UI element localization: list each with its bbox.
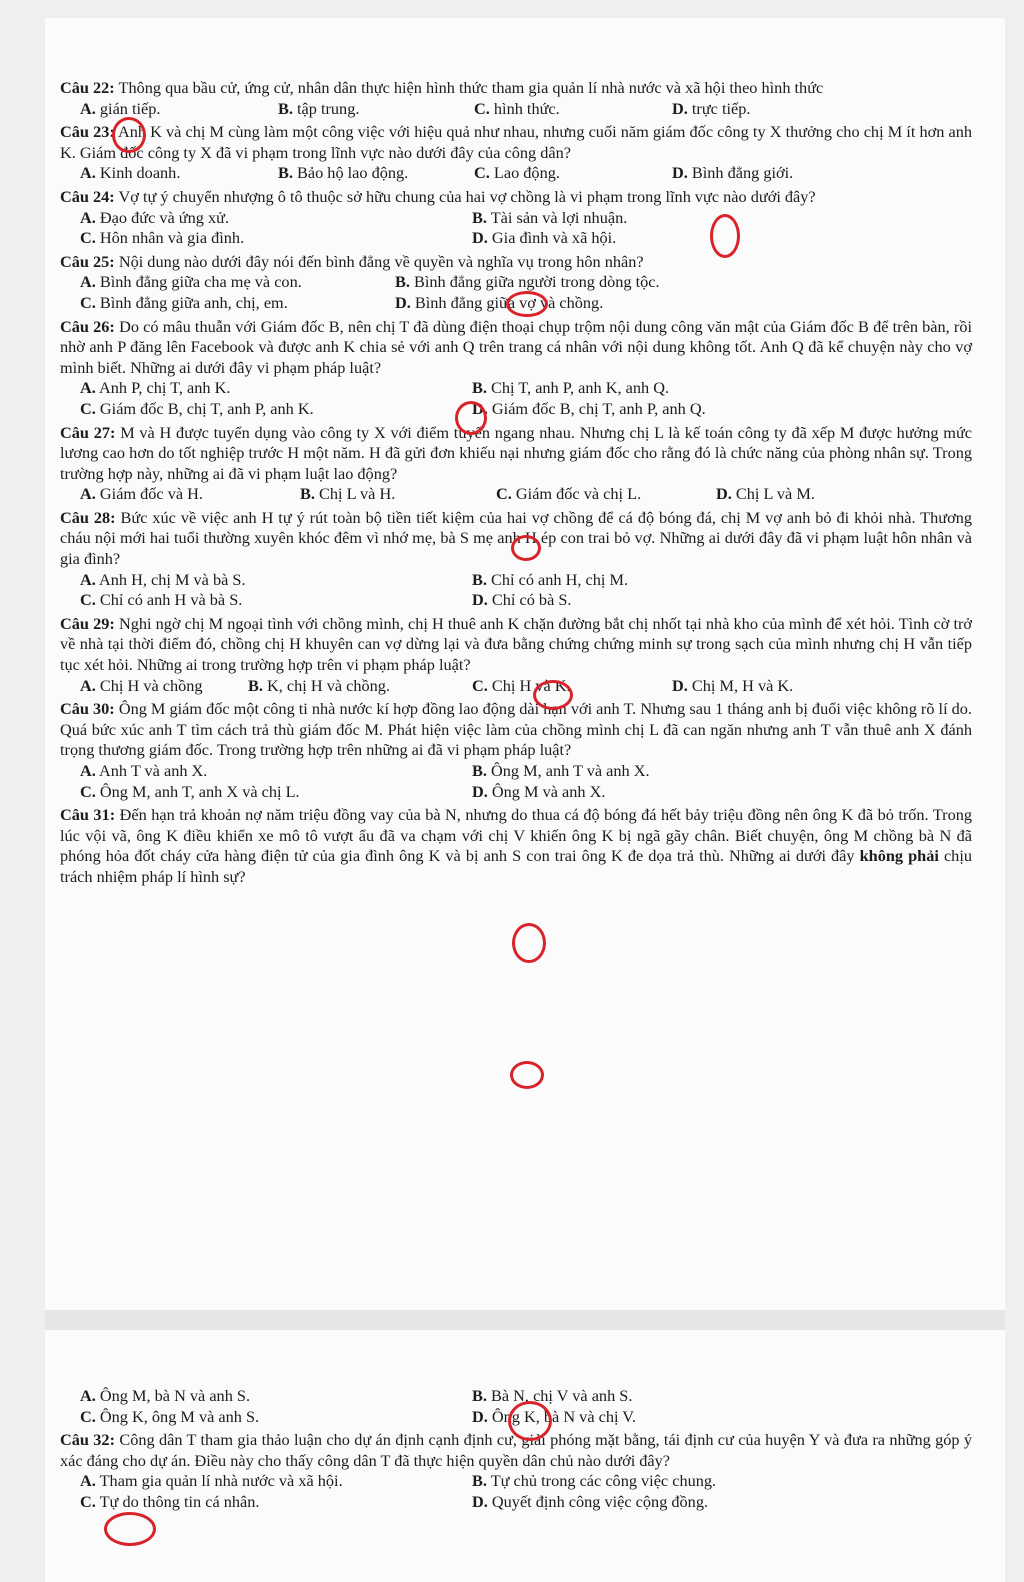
question-text: Thông qua bầu cử, ứng cử, nhân dân thực hiện hình thức tham gia quản lí nhà nước và xã hội theo hình thức: [118, 78, 824, 97]
answer-circle-q26: [511, 535, 541, 561]
question-26: [60, 317, 972, 420]
answer-options-row-1: [60, 378, 972, 399]
option-b: B. Bà N, chị V và anh S.: [472, 1386, 633, 1405]
option-c: C. Ông M, anh T, anh X và chị L.: [80, 781, 300, 801]
answer-options: [60, 676, 972, 697]
answer-options-row-2: [60, 782, 972, 803]
option-c: C. Giám đốc B, chị T, anh P, anh K.: [80, 398, 314, 418]
answer-circle-q24: [506, 291, 548, 317]
question-stem: [60, 423, 972, 485]
option-d: D. trực tiếp.: [672, 98, 751, 118]
answer-options: [60, 163, 972, 184]
option-c: C. Chỉ có anh H và bà S.: [80, 590, 243, 610]
question-text: Đến hạn trả khoản nợ năm triệu đồng vay của bà N, nhưng do thua cá độ bóng đá hết bảy triệu đồng nên ông K đã bỏ trốn. Trong lúc vội vã, ông K điều khiển xe mô tô vượt ẩu đã va chạm với chị V khiến ông K bị ngã gãy chân. Biết chuyện, ông M chồng bà N đã phóng hỏa đốt cháy cửa hàng điện tử của gia đình ông K và bị anh S con trai ông K đe dọa trả thù. Những ai dưới đây: [60, 805, 973, 866]
question-32: [60, 1430, 972, 1512]
option-b: B. Bảo hộ lao động.: [278, 163, 409, 183]
option-b: B. Tự chủ trong các công việc chung.: [472, 1471, 717, 1491]
answer-circle-q25: [455, 401, 487, 435]
option-c: C. Hôn nhân và gia đình.: [80, 228, 245, 248]
question-stem: [60, 78, 972, 99]
option-b: B. Bình đẳng giữa người trong dòng tộc.: [395, 272, 660, 292]
question-number: Câu 27:: [60, 422, 116, 442]
option-a: A. Anh H, chị M và bà S.: [80, 569, 246, 589]
question-stem: [60, 614, 972, 676]
answer-options-row-1: [60, 1386, 972, 1407]
option-c: C. Giám đốc và chị L.: [496, 484, 642, 504]
question-number: Câu 31:: [60, 805, 116, 825]
option-b: B. Chỉ có anh H, chị M.: [472, 569, 629, 589]
question-text: Nội dung nào dưới đây nói đến bình đẳng về quyền và nghĩa vụ trong hôn nhân?: [118, 251, 644, 271]
question-stem: [60, 187, 972, 208]
option-b: B. Chị T, anh P, anh K, anh Q.: [472, 378, 670, 398]
option-d: D. Chị L và M.: [716, 484, 815, 504]
option-a: A. Anh T và anh X.: [80, 761, 208, 780]
question-22: [60, 78, 972, 119]
option-c: C. Ông K, ông M và anh S.: [80, 1406, 260, 1426]
answer-options-row-2: [60, 590, 972, 611]
answer-options-row-2: [60, 1492, 972, 1513]
option-d: D. Ông M và anh X.: [472, 781, 606, 801]
question-stem: [60, 317, 972, 379]
option-a: A. Anh P, chị T, anh K.: [80, 378, 231, 398]
question-stem: [60, 122, 972, 163]
question-24: [60, 187, 972, 249]
option-c: C. Lao động.: [474, 163, 560, 183]
question-text: Công dân T tham gia thảo luận cho dự án định cạnh định cư, giải phóng mặt bằng, tái định cư của huyện Y và đưa ra những góp ý xác đáng cho dự án. Điều này cho thấy công dân T đã thực hiện quyền dân chủ nào dưới đây?: [60, 1430, 972, 1470]
question-number: Câu 28:: [60, 507, 116, 527]
page-1-content: [60, 78, 972, 891]
question-stem: [60, 699, 972, 761]
question-number: Câu 22:: [60, 78, 115, 97]
question-text: Nghi ngờ chị M ngoại tình với chồng mình, chị H thuê anh K chặn đường bắt chị nhốt tại nhà kho của mình để xét hỏi. Tình cờ trở về nhà tại thời điểm đó, chồng chị H khuyên can vợ dừng lại và đưa bằng chứng chứng minh sự trong sạch của mình nhưng chị H vẫn tiếp tục xét hỏi. Những ai trong trường hợp trên vi phạm pháp luật?: [60, 613, 973, 675]
option-d: D. Bình đẳng giới.: [672, 163, 794, 183]
question-31: [60, 805, 972, 887]
answer-options-row-1: [60, 1471, 972, 1492]
option-b: B. Ông M, anh T và anh X.: [472, 761, 650, 780]
answer-circle-q27: [533, 680, 573, 710]
option-d: D. Bình đẳng giữa vợ và chồng.: [395, 292, 604, 312]
option-c: C. Chị H và K.: [472, 675, 571, 695]
option-d: D. Giám đốc B, chị T, anh P, anh Q.: [472, 398, 706, 418]
question-number: Câu 25:: [60, 251, 115, 271]
option-b: B. Chị L và H.: [300, 484, 396, 504]
question-text-end: chịu trách nhiệm pháp lí hình sự?: [60, 846, 972, 886]
question-number: Câu 26:: [60, 316, 115, 336]
option-a: A. Kinh doanh.: [80, 163, 181, 183]
answer-options: [60, 99, 972, 120]
question-stem: [60, 252, 972, 273]
answer-circle-q30: [510, 1061, 544, 1089]
question-text: Bức xúc về việc anh H tự ý rút toàn bộ tiền tiết kiệm của hai vợ chồng để cá độ bóng đá, chị M vợ anh bỏ đi khỏi nhà. Thương cháu nội mới hai tuổi thường xuyên khóc đêm vì nhớ mẹ, bà S mẹ anh H ép con trai bỏ vợ. Những ai dưới đây đã vi phạm luật hôn nhân và gia đình?: [60, 507, 972, 569]
question-30: [60, 699, 972, 802]
question-number: Câu 29:: [60, 613, 115, 633]
option-c: C. Tự do thông tin cá nhân.: [80, 1491, 260, 1511]
answer-circle-q22: [112, 117, 146, 153]
option-a: A. Bình đẳng giữa cha mẹ và con.: [80, 272, 302, 292]
question-number: Câu 32:: [60, 1430, 115, 1450]
question-number: Câu 30:: [60, 699, 115, 719]
question-number: Câu 24:: [60, 186, 115, 206]
option-d: D. Ông K, bà N và chị V.: [472, 1406, 637, 1426]
option-d: D. Chị M, H và K.: [672, 675, 794, 695]
option-a: A. Đạo đức và ứng xử.: [80, 207, 230, 227]
question-28: [60, 508, 972, 611]
answer-circle-q23: [710, 214, 740, 258]
answer-options-row-1: [60, 570, 972, 591]
question-stem: [60, 805, 972, 887]
answer-circle-q32: [104, 1512, 156, 1546]
question-text: Anh K và chị M cùng làm một công việc với hiệu quả như nhau, nhưng cuối năm giám đốc công ty X thưởng cho chị M ít hơn anh K. Giám đốc công ty X đã vi phạm trong lĩnh vực nào dưới đây của công dân?: [60, 122, 972, 162]
question-29: [60, 614, 972, 696]
question-number: Câu 23:: [60, 122, 115, 142]
question-text: Do có mâu thuẫn với Giám đốc B, nên chị T đã dùng điện thoại chụp trộm nội dung công văn mật của Giám đốc B để trên bàn, rồi nhờ anh P đăng lên Facebook và được anh K chia sẻ với anh Q trên trang cá nhân với nội dung không tốt. Anh Q đã kể chuyện này cho vợ mình biết. Những ai dưới đây vi phạm pháp luật?: [60, 316, 972, 377]
answer-options-row-1: [60, 272, 972, 293]
question-23: [60, 122, 972, 184]
question-text: M và H được tuyển dụng vào công ty X với điểm tuyển ngang nhau. Nhưng chị L là kế toán công ty đã xếp M được hưởng mức lương cao hơn do tốt nghiệp trước H một năm. H đã gửi đơn khiếu nại nhưng giám đốc cho rằng đó là chức năng của phòng nhân sự. Trong trường hợp này, những ai đã vi phạm luật lao động?: [60, 422, 973, 483]
option-a: A. gián tiếp.: [80, 98, 161, 118]
option-c: C. hình thức.: [474, 98, 560, 118]
answer-options-row-2: [60, 399, 972, 420]
option-a: A. Tham gia quản lí nhà nước và xã hội.: [80, 1471, 343, 1491]
question-text: Vợ tự ý chuyển nhượng ô tô thuộc sở hữu chung của hai vợ chồng là vi phạm trong lĩnh vực nào dưới đây?: [118, 186, 816, 206]
page-separator: [45, 1310, 1005, 1330]
option-d: D. Chỉ có bà S.: [472, 590, 572, 610]
option-b: B. tập trung.: [278, 98, 360, 118]
answer-options-row-2: [60, 228, 972, 249]
answer-circle-q29: [512, 923, 546, 963]
question-text: Ông M giám đốc một công ti nhà nước kí hợp đồng lao động dài hạn với anh T. Nhưng sau 1 tháng anh bị đuổi việc không rõ lí do. Quá bức xúc anh T tìm cách trả thù giám đốc M. Phát hiện việc làm của chồng mình chị L đã can ngăn nhưng anh T vẫn thuê anh X đánh trọng thương giám đốc. Trong trường hợp trên những ai đã vi phạm pháp luật?: [60, 699, 973, 760]
option-d: D. Gia đình và xã hội.: [472, 228, 617, 248]
option-d: D. Quyết định công việc cộng đồng.: [472, 1491, 709, 1511]
option-a: A. Ông M, bà N và anh S.: [80, 1386, 251, 1405]
option-c: C. Bình đẳng giữa anh, chị, em.: [80, 292, 288, 312]
question-emphasis: không phải: [859, 846, 939, 866]
answer-options-row-1: [60, 761, 972, 782]
answer-options: [60, 484, 972, 505]
answer-options-row-1: [60, 208, 972, 229]
option-b: B. Tài sản và lợi nhuận.: [472, 207, 628, 227]
answer-circle-q31: [508, 1401, 552, 1441]
option-b: B. K, chị H và chồng.: [248, 675, 390, 695]
option-a: A. Chị H và chồng: [80, 675, 203, 695]
option-a: A. Giám đốc và H.: [80, 484, 203, 504]
question-27: [60, 423, 972, 505]
